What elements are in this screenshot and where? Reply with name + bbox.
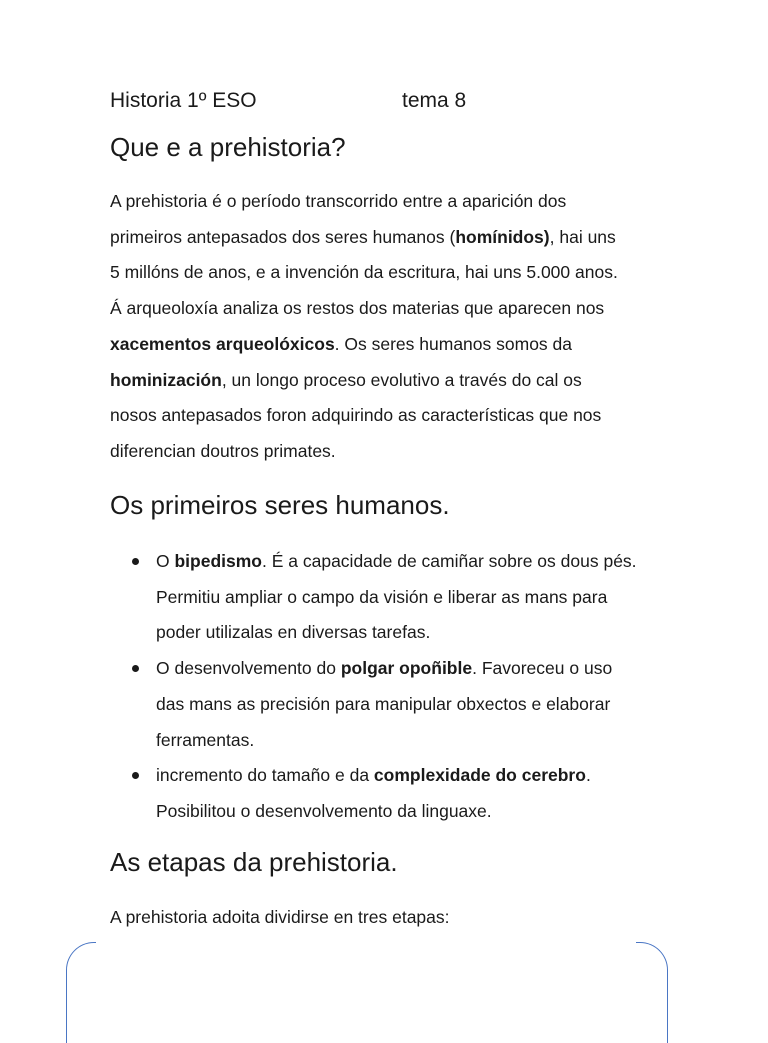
list-item-line xyxy=(156,615,670,651)
list-item-line xyxy=(156,580,670,616)
traits-list xyxy=(110,544,670,830)
paragraph-line xyxy=(110,398,670,434)
text-run: O xyxy=(156,551,175,571)
bold-term: xacementos arqueolóxicos xyxy=(110,333,335,354)
text-run: , hai uns xyxy=(549,226,616,247)
text-run: , un longo proceso evolutivo a través do cal os xyxy=(221,369,582,390)
heading-first-humans: Os primeiros seres humanos. xyxy=(110,490,450,520)
bold-term: homínidos) xyxy=(455,226,550,247)
list-item-line xyxy=(156,794,670,830)
text-run: Á arqueoloxía analiza os restos dos materias que aparecen nos xyxy=(110,298,605,319)
paragraph-line xyxy=(110,291,670,327)
paragraph-line xyxy=(110,220,670,256)
text-run: poder utilizalas en diversas tarefas. xyxy=(156,622,431,643)
bold-term: complexidade do cerebro xyxy=(373,765,586,786)
bold-term: hominización xyxy=(110,369,222,390)
text-run: diferencian doutros primates. xyxy=(110,440,336,461)
text-run: . Favoreceu o uso xyxy=(472,658,613,679)
subject-label: Historia 1º ESO xyxy=(110,89,257,112)
paragraph-line xyxy=(110,327,670,363)
text-run: ferramentas. xyxy=(156,729,255,750)
list-item-line xyxy=(156,758,670,794)
text-run: incremento do tamaño e da xyxy=(156,765,374,786)
text-run: Permitiu ampliar o campo da visión e liberar as mans para xyxy=(156,586,608,607)
text-run: O desenvolvemento do xyxy=(156,658,341,679)
list-item xyxy=(110,651,670,758)
list-item-line xyxy=(156,687,670,723)
bold-term: bipedismo xyxy=(174,551,262,571)
text-run: A prehistoria é o período transcorrido entre a aparición dos xyxy=(110,191,567,211)
paragraph-line xyxy=(110,434,670,470)
heading-stages: As etapas da prehistoria. xyxy=(110,847,398,877)
stages-frame xyxy=(66,942,668,1043)
list-item-line xyxy=(156,723,670,759)
heading-what-is-prehistory: Que e a prehistoria? xyxy=(110,132,346,162)
bullet-icon xyxy=(132,665,139,672)
bullet-icon xyxy=(132,558,139,565)
stages-intro: A prehistoria adoita dividirse en tres etapas: xyxy=(110,907,450,927)
topic-label: tema 8 xyxy=(402,89,467,112)
paragraph-line xyxy=(110,363,670,399)
text-run: das mans as precisión para manipular obxectos e elaborar xyxy=(156,693,611,714)
bullet-icon xyxy=(132,772,139,779)
list-item xyxy=(110,544,670,651)
document-header xyxy=(110,86,467,116)
text-run: primeiros antepasados dos seres humanos ( xyxy=(110,226,456,247)
intro-paragraph xyxy=(110,184,670,470)
list-item xyxy=(110,758,670,829)
paragraph-line xyxy=(110,184,670,220)
bold-term: polgar opoñible xyxy=(340,658,473,679)
text-run: . Os seres humanos somos da xyxy=(334,333,572,354)
text-run: 5 millóns de anos, e a invención da escritura, hai uns 5.000 anos. xyxy=(110,262,618,283)
frame-gap xyxy=(96,940,636,946)
text-run: nosos antepasados foron adquirindo as características que nos xyxy=(110,405,602,426)
text-run: . É a capacidade de camiñar sobre os dous pés. xyxy=(262,551,637,571)
paragraph-line xyxy=(110,255,670,291)
list-item-line xyxy=(156,544,670,580)
text-run: . xyxy=(585,765,591,786)
list-item-line xyxy=(156,651,670,687)
text-run: Posibilitou o desenvolvemento da linguaxe. xyxy=(156,800,492,821)
